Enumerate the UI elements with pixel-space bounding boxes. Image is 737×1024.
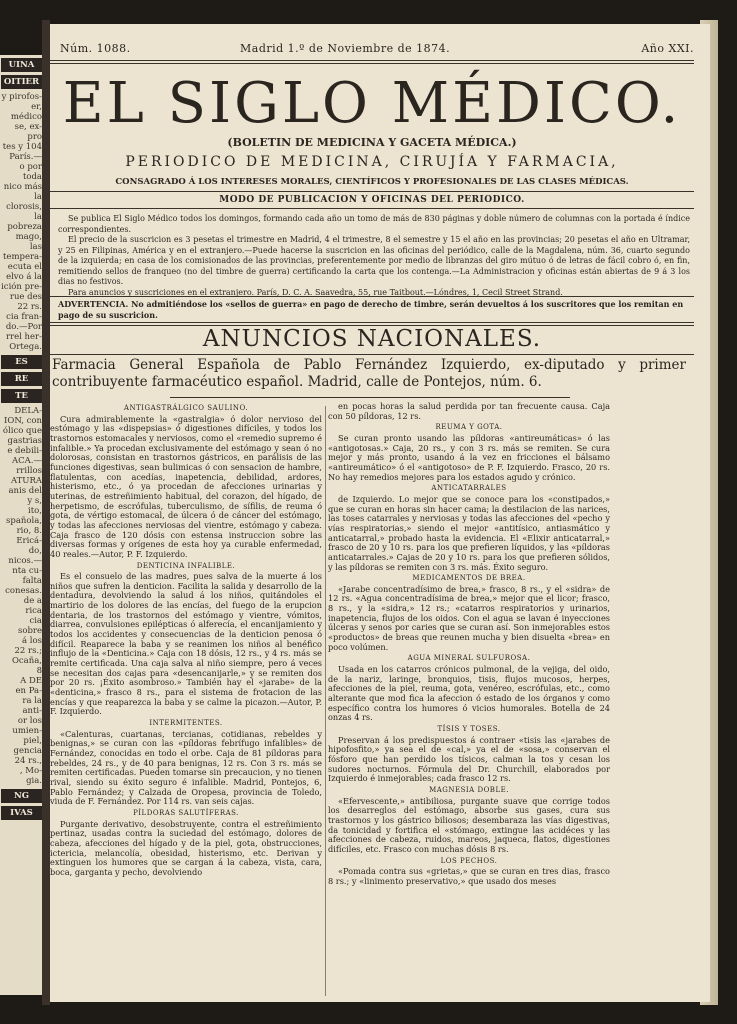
issue-year: Año XXI.	[641, 42, 694, 55]
ad-heading: ANTICATARRALES	[431, 484, 507, 493]
left-page-line: RE	[1, 372, 42, 386]
left-page-line: en Pa-	[15, 686, 42, 696]
left-page-line: cia	[29, 616, 42, 626]
ad-paragraph: de Izquierdo. Lo mejor que se conoce para los «constipados,» que se curan en horas sin hacer cama; la destilacion de las narices, las toses catarrales y nerviosas y todas las afecciones del «pecho y vías respiratorias,» siendo el mejor «antitísico, antiasmático y anticatarral,» probado hasta la evidencia. El «Elixir anticatarral,» frasco de 20 y 10 rs. para los que prefieren líquidos, y las «píldoras anticatarrales.» Cajas de 20 y 10 rs. para los que prefieren sólidos, y las píldoras se remiten con 3 rs. más. Éxito seguro.	[328, 493, 610, 572]
left-page-line: ecuta el	[7, 262, 42, 272]
info-rule	[50, 296, 694, 297]
left-page-line: 8	[36, 666, 42, 676]
left-page-line: la pobreza	[7, 212, 42, 232]
left-page-line: rica	[25, 606, 42, 616]
left-page-line: 24 rs.,	[14, 756, 42, 766]
ad-paragraph: «Jarabe concentradísimo de brea,» frasco, 8 rs., y el «sidra» de 12 rs. «Agua concentradísima de brea,» mejor que el licor; frasco, 8 rs., y la «sidra,» 12 rs.; «catarros respiratorios y urinarios, inapetencia, flujos de los oidos. Con el agua se lavan é inyecciones úlceras y senos por caries que se curan así. Son inmejorables estos «productos» de breas que reunen mucha y bien disuelta «brea» en poco volúmen.	[328, 583, 610, 652]
left-page-line: 22 rs.;	[14, 646, 42, 656]
newspaper-page	[50, 24, 710, 1002]
left-page-line: ición pre-	[1, 282, 42, 292]
left-page-line: rrillos	[16, 466, 42, 476]
left-page-line: la clorosis,	[6, 192, 42, 212]
page-header	[60, 42, 694, 60]
info-paragraph: El precio de la suscricion es 3 pesetas el trimestre en Madrid, 4 el trimestre, 8 el semestre y 15 el año en las provincias; 20 pesetas el año en Ultramar, y 25 en Filipinas, América y en el extranjero.—Puede hacerse la suscricion en las oficinas del periódico, calle de la Magdalena, núm. 36, cuarto segundo de la izquierda; en casa de los comisionados de las provincias, preferentemente por medio de libranzas del giro mútuo ó de letras de fácil cobro ó, en fin, remitiendo sellos de franqueo (no del timbre de guerra) certificando la carta que los contenga.—La Administracion y oficinas están abiertas de 9 á 3 los dias no festivos.	[58, 235, 690, 286]
left-page-line: falta	[22, 576, 42, 586]
ad-heading: LOS PECHOS.	[440, 856, 498, 865]
mode-rule	[50, 208, 694, 209]
advertencia-rule	[50, 322, 694, 323]
farmacia-banner: Farmacia General Española de Pablo Fernández Izquierdo, ex-diputado y primer contribuyente farmacéutico español. Madrid, calle de Pontejos, núm. 6.	[52, 357, 686, 390]
left-page-line: á los	[22, 636, 42, 646]
left-page-line: rue des	[9, 292, 42, 302]
info-paragraph: Para anuncios y suscriciones en el extranjero. París, D. C. A. Saavedra, 55, rue Taitbout.—Lóndres, 1, Cecil Street Strand.	[68, 287, 563, 297]
ad-heading: REUMA Y GOTA.	[435, 423, 503, 432]
left-page-line: Ericá-	[16, 536, 42, 546]
farmacia-rule	[170, 397, 570, 398]
left-page-line: tes y 104	[2, 142, 42, 152]
masthead-title: EL SIGLO MÉDICO.	[62, 71, 682, 136]
anuncios-rule	[50, 354, 694, 355]
left-page-line: y s,	[27, 496, 42, 506]
left-page-line: mago, las	[15, 232, 42, 252]
issue-date: Madrid 1.º de Noviembre de 1874.	[240, 42, 451, 55]
ad-paragraph: Se curan pronto usando las píldoras «antireumáticas» ó las «antigotosas.» Caja, 20 rs., y con 3 rs. más se remiten. Se cura mejor y más pronto, usando á la vez en fricciones el bálsamo «antireumático» ó el «antigotoso» de P. F. Izquierdo. Frasco, 20 rs. No hay remedios mejores para los estados agudo y crónico.	[328, 432, 610, 482]
ad-paragraph: Purgante derivativo, desobstruyente, contra el estreñimiento pertinaz, usadas contra la suciedad del estómago, dolores de cabeza, afecciones del hígado y de la piel, gota, obstrucciones, ictericia, melancolía, obesidad, histerismo, etc. Derivan y extinguen los humores que se cargan á la cabeza, vista, cara, boca, garganta y pecho, devolviendo	[50, 818, 322, 877]
left-page-line: IVAS	[1, 806, 42, 820]
left-page-line: nico más	[3, 182, 42, 192]
left-facing-page	[0, 55, 42, 995]
column-left	[50, 402, 322, 878]
left-page-line: París.—	[9, 152, 42, 162]
left-page-line: anti-	[22, 706, 42, 716]
left-page-line: ra la	[22, 696, 42, 706]
left-page-line: sobre	[17, 626, 42, 636]
left-page-line: elvo á la	[6, 272, 42, 282]
ad-paragraph: Usada en los catarros crónicos pulmonal, de la vejiga, del oido, de la nariz, laringe, bronquios, tisis, flujos mucosos, herpes, afecciones de la piel, reuma, gota, venéreo, escrófulas, etc., como alterante que mod fica la afeccion ó estado de los órganos y como específico contra los humores ó vicios humorales. Botella de 24 onzas 4 rs.	[328, 664, 610, 723]
ad-paragraph: Cura admirablemente la «gastralgia» ó dolor nervioso del estómago y las «dispepsias» ó digestiones difíciles, y todos los trastornos estomacales y nerviosos, como el «remedio supremo é infalible.» Ya procedan exclusivamente del estómago y sean ó no dolorosas, consistan en trastornos gástricos, en parálisis de las funciones digestivas, sean bulimicas ó con sensacion de hambre, flatulentas, con acedías, inapetencia, debilidad, ardores, histerismo, etc., ó ya procedan de afecciones urinarias y uterinas, de estreñimiento habitual, del corazon, del hígado, de herpetismo, de escrófulas, tuberculismo, de sífilis, de reuma ó gota, de vértigo estomacal, de úlcera ó de cáncer del estómago, y todas las afecciones nerviosas del vientre, estómago y cabeza. Caja frasco de 120 dósis con estensa instruccion sobre las diversas formas y orígenes de esta hoy ya curable enfermedad, 40 reales.—Autor, P. F. Izquierdo.	[50, 413, 322, 559]
left-page-line: ito,	[28, 506, 42, 516]
left-page-line: conesas.	[5, 586, 42, 596]
left-page-line: ólico que	[2, 426, 42, 436]
left-page-line: se, ex-pro	[14, 122, 42, 142]
ad-heading: ANTIGASTRÁLGICO SAULINO.	[123, 404, 249, 412]
left-page-text	[1, 55, 42, 823]
left-page-line: umien-	[12, 726, 42, 736]
left-page-line: ATURA	[10, 476, 42, 486]
left-page-line: Ortega.	[9, 342, 42, 352]
left-page-line: tempera-	[3, 252, 42, 262]
left-page-line: A DE	[20, 676, 42, 686]
left-page-line: cia fran-	[6, 312, 42, 322]
ad-heading: INTERMITENTES.	[149, 719, 223, 727]
masthead-rule	[50, 191, 694, 192]
left-page-line: TE	[1, 389, 42, 403]
publication-mode-heading: MODO DE PUBLICACION Y OFICINAS DEL PERIODICO.	[219, 195, 525, 205]
ad-heading: PÍLDORAS SALUTÍFERAS.	[133, 808, 239, 817]
advertencia-notice: ADVERTENCIA. No admitiéndose los «sellos de guerra» en pago de derecho de timbre, serán devueltos á los suscritores que los remitan en pago de su suscricion.	[58, 299, 684, 320]
book-gutter	[42, 20, 50, 1005]
left-page-line: de a	[23, 596, 42, 606]
left-page-line: o por toda	[19, 162, 42, 182]
left-page-line: do.—Por	[5, 322, 42, 332]
left-page-line: rrel her-	[5, 332, 42, 342]
ad-paragraph: Preservan á los predispuestos á contraer «tisis las «jarabes de hipofosfito,» ya sea el de «cal,» ya el de «sosa,» conservan el fósforo que han perdido los tísicos, calman la tos y cesan los sudores nocturnos. Fórmula del Dr. Churchill, elaborados por Izquierdo é inmejorables; cada frasco 12 rs.	[328, 734, 610, 784]
info-paragraph: Se publica El Siglo Médico todos los domingos, formando cada año un tomo de más de 830 páginas y doble número de columnas con la portada é índice correspondientes.	[58, 214, 690, 234]
left-page-line: OITIER	[1, 75, 42, 89]
ad-paragraph: «Efervescente,» antibiliosa, purgante suave que corrige todos los desarreglos del estómago, absorbe sus gases, cura sus trastornos y los gástrico biliosos; desembaraza las vías digestivas, da tonicidad y fortifica el «stómago, extingue las acidéces y las afecciones de cabeza, ruidos, mareos, jaqueca, flatos, digestiones difíciles, etc. Frasco con muchas dósis 8 rs.	[328, 795, 610, 854]
left-page-line: er, médico	[10, 102, 42, 122]
left-page-line: ACA.—	[12, 456, 42, 466]
ad-paragraph: «Pomada contra sus «grietas,» que se curan en tres dias, frasco 8 rs.; y «linimento preservativo,» que usado dos meses	[328, 866, 610, 886]
ad-heading: TÍSIS Y TOSES.	[437, 725, 501, 733]
left-page-line: ION, con	[4, 416, 42, 426]
header-rule	[50, 60, 694, 61]
anuncios-heading: ANUNCIOS NACIONALES.	[202, 326, 542, 352]
ad-paragraph: Es el consuelo de las madres, pues salva de la muerte á los niños que sufren la denticion. Facilita la salida y desarrollo de la dentadura, devolviendo la salud á los niños, quitándoles el martirio de los dolores de las encías, del fuego de la erupcion dentaria, de los trastornos del estómago y vientre, vómitos, diarrea, convulsiones epilépticas ó alferecía, el encanijamiento y todos los accidentes y consecuencias de la denticion penosa ó difícil. Reaparece la baba y se reanimen los niños al benéfico influjo de la «Denticina.» Caja con 18 dósis, 12 rs., y 4 rs. más se remite certificada. Una caja salva al niño siempre, pero á veces se necesitan dos cajas para «desencanijarle,» y se remiten dos por 20 rs. ¡Éxito asombroso.» También hay el «jarabe» de la «denticina,» frasco 8 rs., para el sistema de frotacion de las encías y que reaparezca la baba y se calme la picazon.—Autor, P. F. Izquierdo.	[50, 571, 322, 717]
ad-heading: DENTICINA INFALIBLE.	[136, 561, 236, 570]
ad-heading: MAGNESIA DOBLE.	[429, 785, 509, 794]
publication-info	[58, 214, 690, 298]
left-page-line: or los	[17, 716, 42, 726]
left-page-line: 22 rs.	[17, 302, 42, 312]
masthead-tagline: PERIODICO DE MEDICINA, CIRUJÍA Y FARMACIA,	[125, 154, 619, 170]
left-page-line: gastrias	[7, 436, 42, 446]
column-divider	[325, 406, 326, 996]
ad-heading: AGUA MINERAL SULFUROSA.	[407, 654, 531, 663]
issue-number: Núm. 1088.	[60, 42, 131, 55]
left-page-line: e debili-	[7, 446, 42, 456]
left-page-line: piel,	[23, 736, 42, 746]
masthead-subtitle: (BOLETIN DE MEDICINA Y GACETA MÉDICA.)	[227, 136, 517, 149]
left-page-line: DELA-	[14, 406, 42, 416]
ad-paragraph: en pocas horas la salud perdida por tan frecuente causa. Caja con 50 píldoras, 12 rs.	[328, 401, 610, 421]
ad-heading: MEDICAMENTOS DE BREA.	[412, 574, 526, 583]
left-page-line: nicos.—	[8, 556, 42, 566]
ad-paragraph: «Calenturas, cuartanas, tercianas, cotidianas, rebeldes y benignas,» se curan con las «píldoras febrífugo infalibles» de Fernández, conocidas en todo el orbe. Caja de 81 píldoras para rebeldes, 24 rs., y de 40 para benignas, 12 rs. Con 3 rs. más se remiten certificadas. Pueden tomarse sin precaucion, y no tienen rival, siendo su éxito seguro é infalible. Madrid, Pontejos, 6, Pablo Fernández; y Calzada de Oropesa, provincia de Toledo, viuda de F. Fernández. Por 114 rs. van seis cajas.	[50, 728, 322, 807]
left-page-line: nta cu-	[12, 566, 42, 576]
column-right	[328, 402, 610, 887]
left-page-line: Ocaña,	[11, 656, 42, 666]
left-page-line: ES	[1, 355, 42, 369]
left-page-line: spañola,	[6, 516, 42, 526]
left-page-line: UINA	[1, 58, 42, 72]
left-page-line: gencia	[13, 746, 42, 756]
left-page-line: y pirofos-	[1, 92, 42, 102]
header-rule-double	[50, 63, 694, 64]
left-page-line: , Mo-	[19, 766, 42, 776]
left-page-line: anis del	[8, 486, 42, 496]
left-page-line: gia.	[26, 776, 42, 786]
masthead-dedication: CONSAGRADO Á LOS INTERESES MORALES, CIENTÍFICOS Y PROFESIONALES DE LAS CLASES MÉDICAS.	[115, 177, 629, 187]
left-page-line: NG	[1, 789, 42, 803]
left-page-line: rio, 8.	[16, 526, 42, 536]
left-page-line: do,	[28, 546, 42, 556]
